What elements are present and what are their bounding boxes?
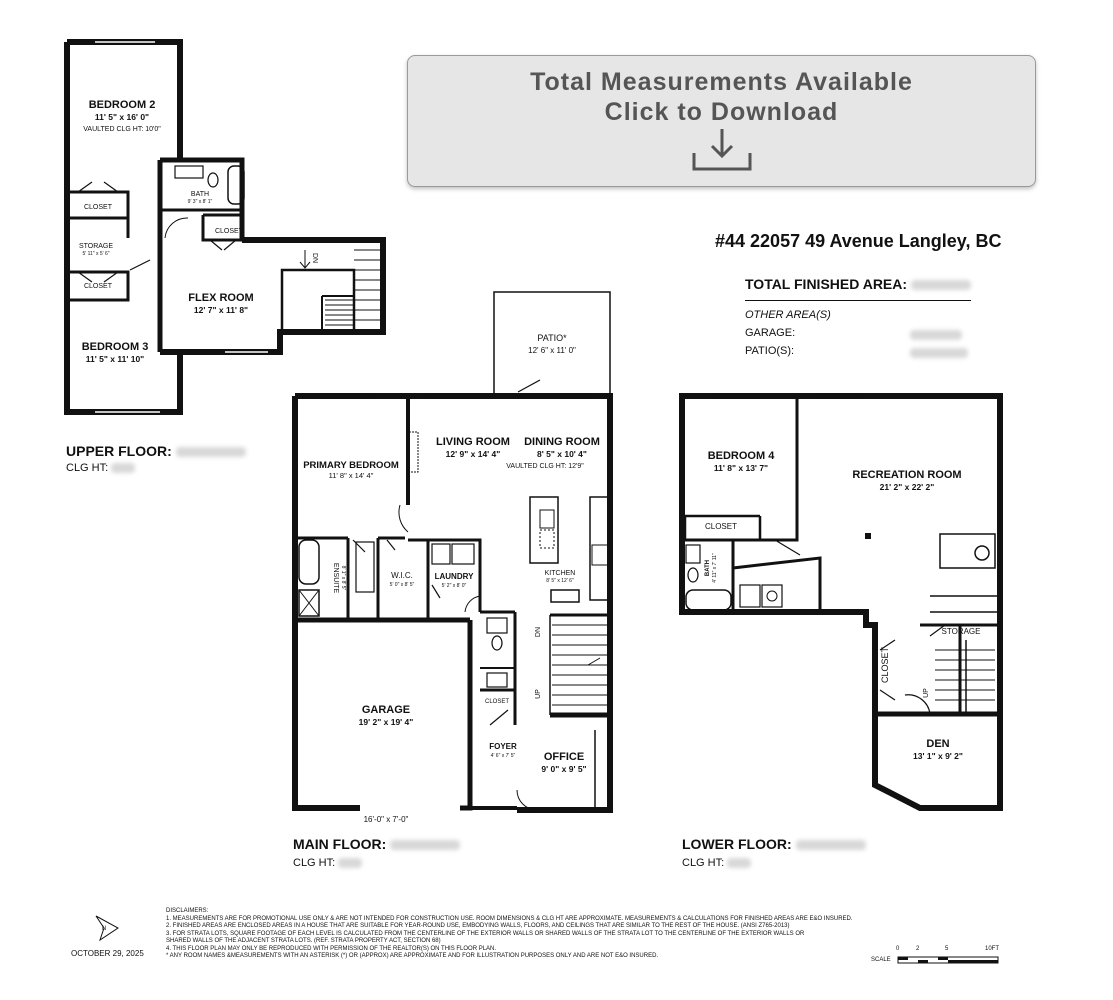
patio-area-label: PATIO(S): <box>745 345 795 357</box>
bedroom-2-dim: 11' 5" x 16' 0" <box>94 112 150 122</box>
upper-bath-dim: 9' 3" x 8' 1" <box>187 199 213 205</box>
bedroom-4-dim: 11' 8" x 13' 7" <box>713 463 769 473</box>
flex-room-name: FLEX ROOM <box>188 292 254 304</box>
blurred-upper-clg <box>111 463 135 473</box>
foyer-name: FOYER <box>489 742 517 751</box>
scale-label: SCALE <box>871 957 891 963</box>
ensuite-dim: 8' 1" x 8' 5" <box>340 565 346 591</box>
bedroom-3-name: BEDROOM 3 <box>81 341 149 353</box>
property-address: #44 22057 49 Avenue Langley, BC <box>715 231 1002 251</box>
main-stair-up: UP <box>535 689 542 699</box>
lower-floor-clg <box>682 857 751 869</box>
dining-room-dim: 8' 5" x 10' 4" <box>537 449 587 459</box>
main-floor-plan <box>295 292 610 812</box>
recreation-room-dim: 21' 2" x 22' 2" <box>879 482 935 492</box>
lower-stair-up: UP <box>923 688 930 698</box>
scale-tick: 2 <box>916 946 920 952</box>
recreation-room-name: RECREATION ROOM <box>852 469 962 481</box>
disclaimer-line: 2. FINISHED AREAS ARE ENCLOSED AREAS IN A HOUSE THAT ARE SUITABLE FOR YEAR-ROUND USE, EMBODYING WALLS, FLOORS, AND CEILINGS THAT ARE SIMILAR TO THE REST OF THE HOUSE. (ANSI Z765-2013) <box>166 923 790 929</box>
download-line-1: Total Measurements Available <box>530 68 913 96</box>
storage-upper-dim: 5' 11" x 5' 6" <box>82 251 110 257</box>
dining-room-name: DINING ROOM <box>524 436 600 448</box>
upper-closet-1: CLOSET <box>83 204 113 211</box>
laundry-name: LAUNDRY <box>434 572 474 581</box>
patio-name: PATIO* <box>537 333 567 343</box>
main-closet-name: CLOSET <box>484 699 510 705</box>
main-floor-clg <box>293 857 362 869</box>
primary-bedroom-name: PRIMARY BEDROOM <box>303 460 399 471</box>
upper-floor-clg <box>66 462 135 474</box>
garage-dim: 19' 2" x 19' 4" <box>358 717 414 727</box>
flex-room-dim: 12' 7" x 11' 8" <box>193 305 249 315</box>
blurred-lower-clg <box>727 858 751 868</box>
north-label: N <box>101 926 107 932</box>
patio-area <box>745 345 794 357</box>
total-finished-area <box>745 276 971 292</box>
upper-floor-title-text: UPPER FLOOR: <box>66 443 172 459</box>
disclaimer-line: * ANY ROOM NAMES &MEASUREMENTS WITH AN ASTERISK (*) OR (APPROX) ARE APPROXIMATE AND FOR ILLUSTRATION PURPOSES ONLY AND ARE NOT E&O INSURED. <box>166 953 659 959</box>
kitchen-dim: 8' 5" x 12' 6" <box>546 578 574 584</box>
disclaimers <box>166 908 886 961</box>
upper-closet-3: CLOSET <box>83 283 113 290</box>
lower-floor-title <box>682 836 866 852</box>
lower-storage-name: STORAGE <box>941 627 981 636</box>
blurred-garage-value <box>910 330 962 340</box>
wic-name: W.I.C. <box>391 571 413 580</box>
disclaimer-line: 4. THIS FLOOR PLAN MAY ONLY BE REPRODUCED WITH PERMISSION OF THE REALTOR(S) ON THIS FLOOR PLAN. <box>166 945 497 952</box>
lower-closet-1: CLOSET <box>704 522 738 531</box>
scale-tick: 0 <box>896 946 900 952</box>
disclaimer-line: 3. FOR STRATA LOTS, SQUARE FOOTAGE OF EACH LEVEL IS CALCULATED FROM THE CENTERLINE OF THE EXTERIOR WALLS OR SHARED WALLS OF THE STRATA LOT TO THE CENTERLINE OF THE EXTERIOR WALLS OR <box>166 930 805 937</box>
upper-bath-name: BATH <box>190 191 210 198</box>
garage-area-label: GARAGE: <box>745 327 796 339</box>
kitchen-name: KITCHEN <box>544 570 576 577</box>
lower-bath-dim: 4' 11" x 7' 11" <box>712 553 718 583</box>
main-floor-clg-text: CLG HT: <box>293 857 336 869</box>
storage-upper-name: STORAGE <box>78 243 114 250</box>
bedroom-3-dim: 11' 5" x 11' 10" <box>85 354 145 364</box>
garage-door-dim: 16'-0" x 7'-0" <box>363 815 409 824</box>
garage-area <box>745 327 795 339</box>
north-arrow-icon <box>96 916 118 940</box>
lower-floor-clg-text: CLG HT: <box>682 857 725 869</box>
disclaimer-line: 1. MEASUREMENTS ARE FOR PROMOTIONAL USE ONLY & ARE NOT INTENDED FOR CONSTRUCTION USE. ROOM DIMENSIONS & CLG HT ARE APPROXIMATE. MEASUREMENTS & CALCULATIONS FOR FINISHED AREAS ARE E&O INSURED. <box>166 915 853 922</box>
plan-date: OCTOBER 29, 2025 <box>71 949 144 958</box>
patio-dim: 12' 6" x 11' 0" <box>528 346 576 355</box>
wic-dim: 5' 0" x 8' 5" <box>389 582 415 588</box>
bedroom-4-name: BEDROOM 4 <box>707 450 775 462</box>
bedroom-2-name: BEDROOM 2 <box>88 99 156 111</box>
lower-bath-name: BATH <box>705 559 711 577</box>
main-floor-title <box>293 836 460 852</box>
blurred-upper-area <box>176 447 246 457</box>
lower-floor-title-text: LOWER FLOOR: <box>682 836 792 852</box>
disclaimer-line: DISCLAIMERS: <box>166 908 209 914</box>
den-name: DEN <box>926 738 950 750</box>
main-vaulted-note: VAULTED CLG HT: 12'9" <box>506 463 584 470</box>
summary-rule <box>745 300 971 301</box>
living-room-name: LIVING ROOM <box>436 436 510 448</box>
main-floor-title-text: MAIN FLOOR: <box>293 836 387 852</box>
upper-floor-clg-text: CLG HT: <box>66 462 109 474</box>
upper-floor-title <box>66 443 246 459</box>
disclaimer-line: SHARED WALLS OF THE ADJACENT STRATA LOTS. (REF. STRATA PROPERTY ACT, SECTION 68) <box>166 938 441 944</box>
download-line-2: Click to Download <box>604 98 839 126</box>
ensuite-name: ENSUITE <box>332 562 339 594</box>
blurred-patio-value <box>910 348 968 358</box>
blurred-main-clg <box>338 858 362 868</box>
lower-closet-2: CLOSET <box>880 646 890 684</box>
blurred-value <box>911 280 971 290</box>
bedroom-2-note: VAULTED CLG HT: 10'0" <box>83 126 161 133</box>
main-stair-dn: DN <box>535 626 542 638</box>
foyer-dim: 4' 6" x 7' 5" <box>490 753 516 759</box>
scale-bar <box>898 957 998 963</box>
blurred-lower-area <box>796 840 866 850</box>
blurred-main-area <box>390 840 460 850</box>
scale-tick: 10FT <box>985 946 1000 952</box>
scale-tick: 5 <box>945 946 949 952</box>
living-room-dim: 12' 9" x 14' 4" <box>445 449 501 459</box>
upper-closet-2: CLOSET <box>214 228 244 235</box>
other-areas-label: OTHER AREA(S) <box>745 309 831 321</box>
den-dim: 13' 1" x 9' 2" <box>913 751 963 761</box>
garage-name: GARAGE <box>361 704 411 716</box>
total-finished-area-label: TOTAL FINISHED AREA: <box>745 276 908 292</box>
laundry-dim: 5' 2" x 8' 0" <box>441 583 467 589</box>
office-name: OFFICE <box>543 751 585 763</box>
primary-bedroom-dim: 11' 8" x 14' 4" <box>328 471 374 480</box>
download-icon <box>690 125 754 175</box>
office-dim: 9' 0" x 9' 5" <box>541 764 587 774</box>
upper-stair-dn: DN <box>311 252 318 264</box>
